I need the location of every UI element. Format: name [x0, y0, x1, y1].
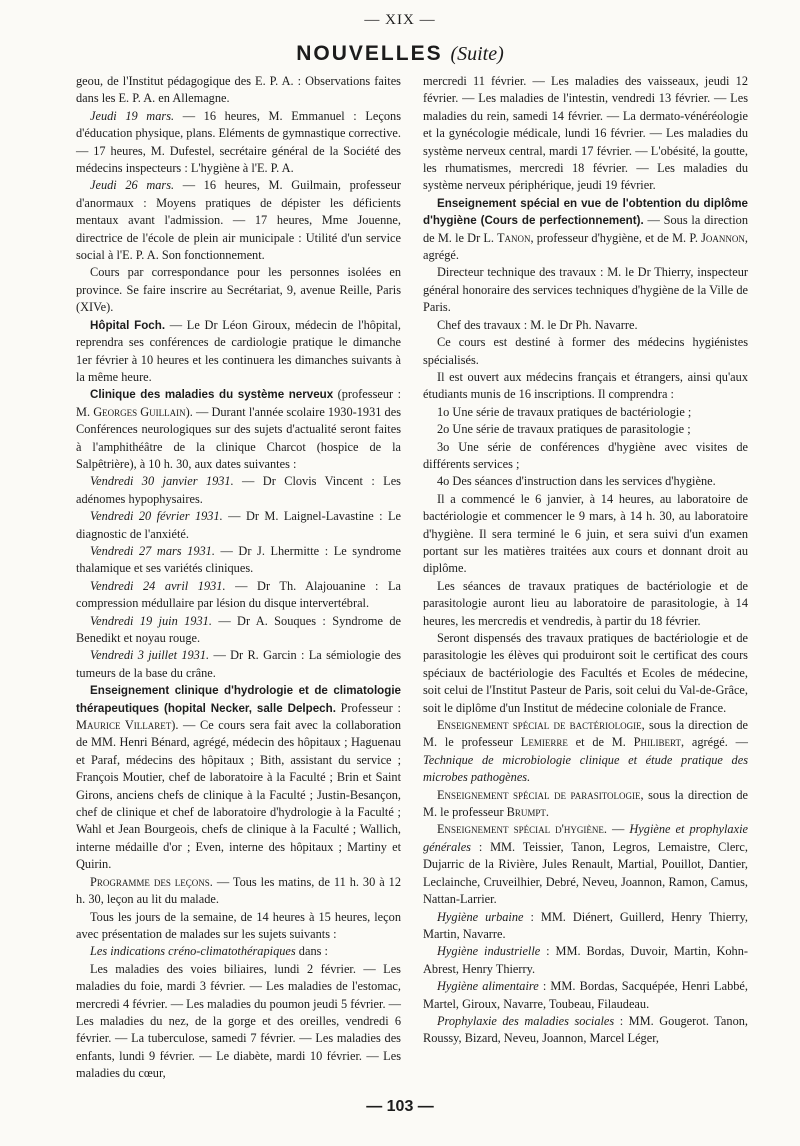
list-item: 4o Des séances d'instruction dans les services d'hygiène. [437, 474, 716, 489]
conference-item: Vendredi 30 janvier 1931. — Dr Clovis Vincent : Les adénomes hypophysaires. [76, 474, 401, 506]
list-item: 2o Une série de travaux pratiques de parasitologie ; [437, 422, 691, 437]
paragraph: Directeur technique des travaux : M. le Dr Thierry, inspecteur général honoraire des services techniques d'hygiène de la Ville de Paris. [423, 265, 748, 315]
conference-item: Vendredi 3 juillet 1931. — Dr R. Garcin : La sémiologie des tumeurs de la base du crâne. [76, 648, 402, 680]
conference-item: Vendredi 27 mars 1931. — Dr J. Lhermitte : Le syndrome thalamique et ses variétés cliniques. [76, 543, 401, 576]
paragraph: Il a commencé le 6 janvier, à 14 heures, au laboratoire de bactériologie et commencer le 9 mars, à 14 h. 30, au laboratoire d'hygiène. Il sera terminé le 6 juin, et sera suivi d'un examen portant sur les matières traitées aux cours et donnant droit au diplôme. [423, 491, 748, 576]
paragraph: Prophylaxie des maladies sociales : MM. Gougerot. Tanon, Roussy, Bizard, Neveu, Joannon, Marcel Léger, [423, 1013, 748, 1046]
conference-item: Vendredi 19 juin 1931. — Dr A. Souques : Syndrome de Benedikt et noyau rouge. [76, 613, 402, 645]
section-title-suite: (Suite) [450, 43, 504, 65]
paragraph: Jeudi 26 mars. — 16 heures, M. Guilmain, professeur d'anormaux : Moyens pratiques de dépister les déficients mentaux avant l'admission. — 17 heures, Mme Jouenne, directrice de l'école de plein air municipale : Utilité d'un service social à l'E. P. A. Son fonctionnement. [76, 178, 401, 263]
announcement-hopital-foch: Hôpital Foch. — Le Dr Léon Giroux, médecin de l'hôpital, reprendra ses conférences de cardiologie pratique le dimanche 1er février à 10 heures et les continuera les dimanches suivants à la même heure. [76, 317, 401, 384]
announcement-hydrologie: Enseignement clinique d'hydrologie et de climatologie thérapeutiques (hopital Necker, salle Delpech. Professeur : Maurice Villaret). — Ce cours sera fait avec la collaboration de MM. Henri Bénard, agrégé, médecin des hôpitaux ; Haguenau et Paraf, médecins des hôpitaux ; Bith, assistant du service ; François Moutier, chef de laboratoire à la Faculté ; Brin et Saint Girons, anciens chefs de clinique à la Faculté ; Justin-Besançon, chef de clinique et chef de laboratoire d'hydrologie à la Faculté ; Wahl et Jean Bourgeois, chefs de clinique à la Faculté ; Wallich, interne médaille d'or ; Even, interne des hôpitaux ; Martiny et Quirin. [76, 684, 401, 872]
left-column [76, 73, 401, 1098]
announcement-diplome-hygiene: Enseignement spécial en vue de l'obtention du diplôme d'hygiène (Cours de perfectionnement). — Sous la direction de M. le Dr L. Tanon, professeur d'hygiène, et de M. P. Joannon, agrégé. [423, 196, 748, 263]
paragraph: Les séances de travaux pratiques de bactériologie et de parasitologie auront lieu au laboratoire de parasitologie, à 14 heures, les mercredis et vendredis, à partir du 18 février. [423, 578, 748, 628]
paragraph: Les maladies des voies biliaires, lundi 2 février. — Les maladies du foie, mardi 3 février. — Les maladies de l'estomac, mercredi 4 février. — Les maladies du poumon jeudi 5 février. — Les maladies du nez, de la gorge et des oreilles, vendredi 6 février. — La tuberculose, samedi 7 février. — Les maladies des enfants, lundi 9 février. — Le diabète, mardi 10 février. — Les maladies du cœur, [76, 961, 401, 1081]
paragraph: Enseignement spécial de bactériologie, sous la direction de M. le professeur Lemierre et de M. Philibert, agrégé. — Technique de microbiologie clinique et étude pratique des microbes pathogènes. [423, 718, 749, 785]
paragraph: Ce cours est destiné à former des médecins hygiénistes spécialisés. [423, 335, 748, 367]
paragraph: geou, de l'Institut pédagogique des E. P. A. : Observations faites dans les E. P. A. en Allemagne. [76, 74, 401, 106]
paragraph: Hygiène industrielle : MM. Bordas, Duvoir, Martin, Kohn-Abrest, Henry Thierry. [423, 944, 748, 976]
two-column-body [76, 73, 748, 1098]
paragraph: Les indications créno-climatothérapiques dans : [90, 944, 328, 959]
right-column [423, 73, 748, 1098]
list-item: 1o Une série de travaux pratiques de bactériologie ; [437, 404, 692, 419]
paragraph: Hygiène alimentaire : MM. Bordas, Sacquépée, Henri Labbé, Martel, Giroux, Navarre, Toubeau, Filaudeau. [423, 979, 748, 1011]
paragraph: Hygiène urbaine : MM. Diénert, Guillerd, Henry Thierry, Martin, Navarre. [423, 909, 749, 941]
roman-page-number: — XIX — [364, 12, 436, 28]
announcement-clinique-nerveux: Clinique des maladies du système nerveux (professeur : M. Georges Guillain). — Durant l'année scolaire 1930-1931 des Conférences neurologiques sur des sujets d'actualité seront faites à l'amphithéâtre de la clinique Charcot (hospice de la Salpêtrière), à 10 h. 30, aux dates suivantes : [76, 387, 402, 471]
section-title-text: NOUVELLES [296, 42, 443, 65]
paragraph: Il est ouvert aux médecins français et étrangers, ainsi qu'aux étudiants munis de 16 inscriptions. Il comprendra : [423, 369, 748, 402]
paragraph: Enseignement spécial d'hygiène. — Hygiène et prophylaxie générales : MM. Teissier, Tanon, Legros, Lemaistre, Clerc, Dujarric de la Rivière, Jules Renault, Martial, Pouillot, Dantier, Leclainche, Cruveilhier, Debré, Neveu, Joannon, Ramon, Camus, Nattan-Larrier. [423, 822, 748, 907]
page-number: — 103 — [366, 1098, 434, 1115]
paragraph: Enseignement spécial de parasitologie, sous la direction de M. le professeur Brumpt. [423, 787, 749, 820]
conference-item: Vendredi 24 avril 1931. — Dr Th. Alajouanine : La compression médullaire par lésion du disque intervertébral. [76, 578, 402, 611]
paragraph: mercredi 11 février. — Les maladies des vaisseaux, jeudi 12 février. — Les maladies de l'intestin, vendredi 13 février. — Les maladies du rein, samedi 14 février. — La dermato-vénéréologie et la gynécologie médicale, lundi 16 février. — Les maladies du système nerveux central, mardi 17 février. — L'obésité, la goutte, les rhumatismes, mercredi 18 février. — Les maladies du système nerveux périphérique, jeudi 19 février. [423, 74, 748, 193]
conference-item: Vendredi 20 février 1931. — Dr M. Laignel-Lavastine : Le diagnostic de l'anxiété. [76, 509, 401, 541]
paragraph: Cours par correspondance pour les personnes isolées en province. Se faire inscrire au Secrétariat, 9, avenue Reille, Paris (XIVe). [76, 265, 401, 315]
paragraph: Tous les jours de la semaine, de 14 heures à 15 heures, leçon avec présentation de malades sur les sujets suivants : [76, 909, 401, 941]
list-item: 3o Une série de conférences d'hygiène avec visites de différents services ; [423, 439, 748, 471]
paragraph: Seront dispensés des travaux pratiques de bactériologie et de parasitologie les élèves qui produiront soit le certificat des cours spéciaux de bactériologie des Facultés et Ecoles de médecine, soit celui de l'Institut Pasteur de Paris, soit celui du Val-de-Grâce, soit le diplôme d'un Institut de médecine coloniale de France. [423, 631, 748, 715]
paragraph: Jeudi 19 mars. — 16 heures, M. Emmanuel : Leçons d'éducation physique, plans. Eléments de gymnastique corrective. — 17 heures, M. Dufestel, secrétaire général de la Société des médecins inspecteurs : L'hygiène à l'E. P. A. [76, 108, 402, 176]
paragraph: Chef des travaux : M. le Dr Ph. Navarre. [437, 317, 638, 332]
paragraph: Programme des leçons. — Tous les matins, de 11 h. 30 à 12 h. 30, leçon au lit du malade. [76, 874, 401, 907]
section-title [0, 42, 800, 66]
